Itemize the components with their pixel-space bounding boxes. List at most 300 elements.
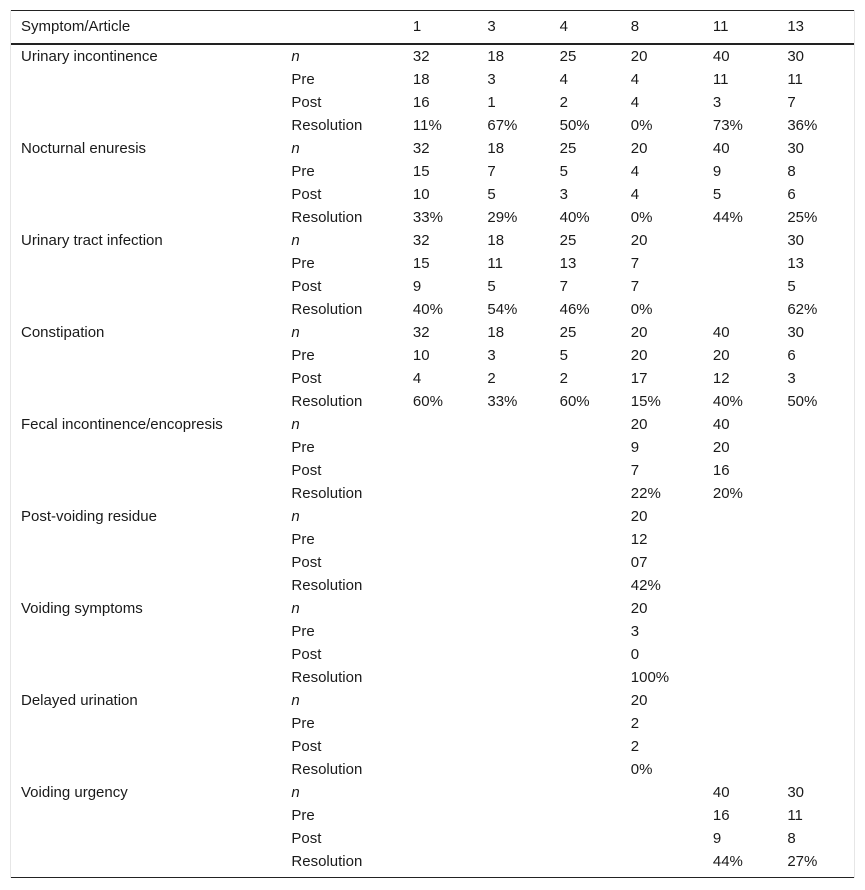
value-cell: 40 <box>712 139 730 157</box>
value-cell <box>777 666 854 689</box>
symptom-spacer <box>11 758 281 781</box>
header-row <box>11 11 854 44</box>
value-cell: 20 <box>630 323 648 341</box>
measure-label: n <box>291 783 300 801</box>
measure-label: Resolution <box>291 208 363 226</box>
value-cell: 12 <box>712 369 730 387</box>
measure-label: Post <box>291 93 322 111</box>
symptom-spacer <box>11 114 281 137</box>
value-cell <box>550 712 621 735</box>
value-cell <box>477 528 549 551</box>
value-cell: 33% <box>487 392 518 410</box>
value-cell: 25% <box>787 208 818 226</box>
value-cell <box>777 413 854 436</box>
symptom-spacer <box>11 344 281 367</box>
table-row <box>11 620 854 643</box>
value-cell: 50% <box>559 116 590 134</box>
value-cell <box>403 413 477 436</box>
value-cell: 46% <box>559 300 590 318</box>
value-cell: 16 <box>412 93 430 111</box>
table-row <box>11 827 854 850</box>
symptom-spacer <box>11 482 281 505</box>
value-cell <box>477 804 549 827</box>
value-cell: 60% <box>559 392 590 410</box>
value-cell: 4 <box>412 369 422 387</box>
symptom-spacer <box>11 367 281 390</box>
value-cell: 3 <box>712 93 722 111</box>
value-cell: 5 <box>712 185 722 203</box>
value-cell: 0 <box>630 645 640 663</box>
value-cell: 40% <box>412 300 443 318</box>
symptom-spacer <box>11 298 281 321</box>
header-article-3: 3 <box>487 18 496 36</box>
value-cell <box>550 482 621 505</box>
header-article-8: 8 <box>630 18 640 36</box>
value-cell <box>550 666 621 689</box>
value-cell: 17 <box>630 369 648 387</box>
value-cell <box>477 620 549 643</box>
value-cell: 32 <box>412 47 430 65</box>
table-row <box>11 252 854 275</box>
value-cell: 18 <box>487 139 505 157</box>
value-cell <box>477 689 549 712</box>
value-cell <box>777 528 854 551</box>
value-cell <box>703 574 777 597</box>
table-row <box>11 321 854 344</box>
header-article-11: 11 <box>712 18 729 36</box>
value-cell <box>777 735 854 758</box>
value-cell <box>621 850 703 873</box>
value-cell <box>477 413 549 436</box>
table-row <box>11 229 854 252</box>
measure-label: Resolution <box>291 576 363 594</box>
symptom-spacer <box>11 850 281 873</box>
value-cell <box>777 436 854 459</box>
symptom-spacer <box>11 160 281 183</box>
value-cell: 11% <box>412 116 442 134</box>
value-cell <box>550 735 621 758</box>
value-cell <box>477 781 549 804</box>
measure-label: Post <box>291 553 322 571</box>
value-cell: 7 <box>630 461 640 479</box>
table-row <box>11 44 854 68</box>
table-row <box>11 275 854 298</box>
value-cell <box>403 574 477 597</box>
value-cell <box>403 620 477 643</box>
value-cell <box>550 459 621 482</box>
value-cell: 42% <box>630 576 661 594</box>
value-cell <box>403 735 477 758</box>
value-cell <box>777 597 854 620</box>
value-cell: 32 <box>412 323 430 341</box>
symptom-spacer <box>11 68 281 91</box>
value-cell <box>477 850 549 873</box>
symptom-name: Delayed urination <box>21 691 138 709</box>
table-row <box>11 436 854 459</box>
symptom-spacer <box>11 804 281 827</box>
value-cell: 7 <box>559 277 568 295</box>
value-cell: 5 <box>559 162 568 180</box>
value-cell <box>477 551 549 574</box>
value-cell: 20 <box>630 346 648 364</box>
value-cell: 60% <box>412 392 443 410</box>
value-cell: 40% <box>559 208 590 226</box>
value-cell <box>550 781 621 804</box>
value-cell <box>777 574 854 597</box>
value-cell <box>777 505 854 528</box>
value-cell: 07 <box>630 553 648 571</box>
value-cell <box>550 758 621 781</box>
table-body <box>11 44 854 873</box>
value-cell <box>477 735 549 758</box>
value-cell <box>477 505 549 528</box>
measure-label: Pre <box>291 806 315 824</box>
measure-label: Resolution <box>291 300 363 318</box>
value-cell <box>403 827 477 850</box>
value-cell: 22% <box>630 484 661 502</box>
value-cell: 40 <box>712 323 730 341</box>
value-cell: 20 <box>630 507 648 525</box>
value-cell: 20 <box>630 139 648 157</box>
value-cell: 18 <box>412 70 430 88</box>
measure-label: Resolution <box>291 392 363 410</box>
value-cell <box>621 804 703 827</box>
value-cell: 20 <box>712 438 730 456</box>
table-row <box>11 114 854 137</box>
symptom-name: Nocturnal enuresis <box>21 139 147 157</box>
value-cell: 25 <box>559 231 577 249</box>
table-row <box>11 482 854 505</box>
value-cell: 32 <box>412 231 430 249</box>
symptom-spacer <box>11 275 281 298</box>
value-cell <box>703 528 777 551</box>
header-measure <box>281 11 403 44</box>
symptom-spacer <box>11 91 281 114</box>
value-cell <box>703 252 777 275</box>
value-cell: 30 <box>787 783 804 801</box>
symptom-name: Post-voiding residue <box>21 507 157 525</box>
symptom-spacer <box>11 252 281 275</box>
value-cell <box>703 551 777 574</box>
value-cell <box>703 758 777 781</box>
value-cell: 15% <box>630 392 661 410</box>
value-cell: 20 <box>712 346 730 364</box>
value-cell: 2 <box>559 369 568 387</box>
value-cell <box>403 712 477 735</box>
value-cell <box>403 781 477 804</box>
table-row <box>11 344 854 367</box>
measure-label: Post <box>291 277 322 295</box>
value-cell: 9 <box>412 277 422 295</box>
value-cell: 50% <box>787 392 818 410</box>
value-cell: 2 <box>630 737 640 755</box>
value-cell <box>703 735 777 758</box>
value-cell: 3 <box>487 70 496 88</box>
table-row <box>11 91 854 114</box>
value-cell: 0% <box>630 208 653 226</box>
value-cell <box>703 229 777 252</box>
value-cell <box>703 275 777 298</box>
value-cell <box>703 712 777 735</box>
value-cell <box>550 528 621 551</box>
value-cell <box>477 436 549 459</box>
value-cell <box>550 620 621 643</box>
value-cell: 15 <box>412 254 430 272</box>
value-cell: 73% <box>712 116 743 134</box>
value-cell <box>777 689 854 712</box>
value-cell <box>703 689 777 712</box>
table-row <box>11 68 854 91</box>
value-cell <box>403 850 477 873</box>
value-cell: 13 <box>559 254 577 272</box>
value-cell <box>403 436 477 459</box>
value-cell: 9 <box>712 162 722 180</box>
symptom-name: Voiding symptoms <box>21 599 143 617</box>
symptom-name: Fecal incontinence/encopresis <box>21 415 223 433</box>
value-cell: 4 <box>630 93 640 111</box>
value-cell: 25 <box>559 323 577 341</box>
value-cell: 30 <box>787 139 804 157</box>
measure-label: n <box>291 507 300 525</box>
header-article-4: 4 <box>559 18 568 36</box>
value-cell <box>477 597 549 620</box>
value-cell: 4 <box>559 70 568 88</box>
value-cell: 4 <box>630 185 640 203</box>
measure-label: Pre <box>291 346 315 364</box>
table-row <box>11 367 854 390</box>
symptom-spacer <box>11 436 281 459</box>
measure-label: Pre <box>291 622 315 640</box>
value-cell <box>550 436 621 459</box>
value-cell: 16 <box>712 806 730 824</box>
measure-label: n <box>291 231 300 249</box>
measure-label: Resolution <box>291 116 363 134</box>
value-cell <box>777 620 854 643</box>
measure-label: Pre <box>291 162 315 180</box>
value-cell: 30 <box>787 47 804 65</box>
value-cell <box>621 827 703 850</box>
table-row <box>11 643 854 666</box>
value-cell <box>550 643 621 666</box>
table-row <box>11 206 854 229</box>
table-row <box>11 735 854 758</box>
value-cell <box>550 804 621 827</box>
value-cell: 5 <box>559 346 568 364</box>
value-cell: 7 <box>787 93 796 111</box>
measure-label: Resolution <box>291 760 363 778</box>
symptom-spacer <box>11 528 281 551</box>
measure-label: Pre <box>291 714 315 732</box>
value-cell <box>777 758 854 781</box>
symptom-spacer <box>11 390 281 413</box>
value-cell: 32 <box>412 139 430 157</box>
table-row <box>11 666 854 689</box>
table-row <box>11 758 854 781</box>
value-cell: 20 <box>630 599 648 617</box>
value-cell: 11 <box>787 70 803 88</box>
value-cell: 18 <box>487 231 505 249</box>
value-cell: 25 <box>559 47 577 65</box>
value-cell: 3 <box>787 369 796 387</box>
table-row <box>11 804 854 827</box>
results-table-container <box>10 10 855 878</box>
value-cell: 67% <box>487 116 518 134</box>
table-row <box>11 551 854 574</box>
value-cell: 1 <box>487 93 496 111</box>
value-cell <box>477 712 549 735</box>
value-cell <box>403 505 477 528</box>
measure-label: Post <box>291 185 322 203</box>
value-cell <box>477 643 549 666</box>
value-cell: 11 <box>712 70 729 88</box>
value-cell: 54% <box>487 300 518 318</box>
value-cell: 11 <box>487 254 503 272</box>
value-cell: 6 <box>787 346 796 364</box>
value-cell: 20 <box>630 415 648 433</box>
value-cell: 40 <box>712 415 730 433</box>
value-cell <box>477 459 549 482</box>
table-row <box>11 390 854 413</box>
value-cell: 6 <box>787 185 796 203</box>
value-cell <box>550 413 621 436</box>
table-row <box>11 781 854 804</box>
value-cell: 16 <box>712 461 730 479</box>
value-cell <box>477 574 549 597</box>
value-cell: 29% <box>487 208 518 226</box>
value-cell <box>777 459 854 482</box>
value-cell: 5 <box>487 185 496 203</box>
value-cell: 33% <box>412 208 443 226</box>
value-cell: 7 <box>630 254 640 272</box>
value-cell: 25 <box>559 139 577 157</box>
table-row <box>11 459 854 482</box>
value-cell: 20% <box>712 484 743 502</box>
symptom-spacer <box>11 551 281 574</box>
value-cell: 3 <box>630 622 640 640</box>
value-cell: 100% <box>630 668 670 686</box>
symptom-resolution-table <box>11 10 854 873</box>
value-cell <box>703 597 777 620</box>
value-cell: 10 <box>412 185 430 203</box>
table-row <box>11 160 854 183</box>
value-cell <box>403 459 477 482</box>
value-cell <box>403 482 477 505</box>
measure-label: Post <box>291 737 322 755</box>
value-cell: 18 <box>487 323 505 341</box>
value-cell: 9 <box>712 829 722 847</box>
value-cell <box>703 643 777 666</box>
value-cell: 8 <box>787 162 796 180</box>
table-header <box>11 11 854 44</box>
value-cell: 40% <box>712 392 743 410</box>
symptom-name: Urinary incontinence <box>21 47 158 65</box>
value-cell: 36% <box>787 116 818 134</box>
measure-label: Pre <box>291 254 315 272</box>
symptom-spacer <box>11 827 281 850</box>
measure-label: Pre <box>291 530 315 548</box>
symptom-name: Voiding urgency <box>21 783 128 801</box>
symptom-name: Urinary tract infection <box>21 231 163 249</box>
measure-label: n <box>291 415 300 433</box>
measure-label: n <box>291 47 300 65</box>
measure-label: Post <box>291 829 322 847</box>
value-cell: 20 <box>630 691 648 709</box>
value-cell: 7 <box>487 162 496 180</box>
value-cell <box>703 298 777 321</box>
measure-label: Post <box>291 645 322 663</box>
value-cell <box>550 850 621 873</box>
measure-label: n <box>291 599 300 617</box>
value-cell <box>777 482 854 505</box>
value-cell <box>550 574 621 597</box>
table-row <box>11 298 854 321</box>
table-row <box>11 137 854 160</box>
value-cell: 3 <box>487 346 496 364</box>
value-cell: 40 <box>712 47 730 65</box>
measure-label: Resolution <box>291 852 363 870</box>
value-cell: 2 <box>630 714 640 732</box>
value-cell: 7 <box>630 277 640 295</box>
value-cell <box>703 505 777 528</box>
value-cell: 4 <box>630 70 640 88</box>
value-cell: 9 <box>630 438 640 456</box>
value-cell: 40 <box>712 783 730 801</box>
symptom-name: Constipation <box>21 323 105 341</box>
value-cell: 27% <box>787 852 818 870</box>
symptom-spacer <box>11 735 281 758</box>
value-cell: 30 <box>787 323 804 341</box>
value-cell: 13 <box>787 254 804 272</box>
value-cell: 44% <box>712 852 743 870</box>
measure-label: Pre <box>291 70 315 88</box>
value-cell <box>403 689 477 712</box>
value-cell <box>703 666 777 689</box>
value-cell: 5 <box>787 277 796 295</box>
value-cell: 2 <box>559 93 568 111</box>
value-cell: 11 <box>787 806 803 824</box>
value-cell: 2 <box>487 369 496 387</box>
value-cell: 0% <box>630 300 653 318</box>
header-article-1: 1 <box>412 18 422 36</box>
measure-label: n <box>291 139 300 157</box>
value-cell <box>550 689 621 712</box>
symptom-spacer <box>11 183 281 206</box>
value-cell: 0% <box>630 760 653 778</box>
table-row <box>11 712 854 735</box>
value-cell <box>550 551 621 574</box>
measure-label: Pre <box>291 438 315 456</box>
value-cell <box>777 551 854 574</box>
value-cell <box>403 551 477 574</box>
table-row <box>11 528 854 551</box>
symptom-spacer <box>11 712 281 735</box>
table-row <box>11 183 854 206</box>
symptom-spacer <box>11 459 281 482</box>
value-cell: 62% <box>787 300 818 318</box>
value-cell <box>403 528 477 551</box>
table-row <box>11 505 854 528</box>
value-cell <box>403 758 477 781</box>
value-cell <box>477 827 549 850</box>
table-row <box>11 689 854 712</box>
value-cell: 0% <box>630 116 653 134</box>
value-cell <box>477 482 549 505</box>
value-cell <box>777 643 854 666</box>
value-cell: 10 <box>412 346 430 364</box>
symptom-spacer <box>11 620 281 643</box>
value-cell: 20 <box>630 47 648 65</box>
value-cell <box>403 666 477 689</box>
